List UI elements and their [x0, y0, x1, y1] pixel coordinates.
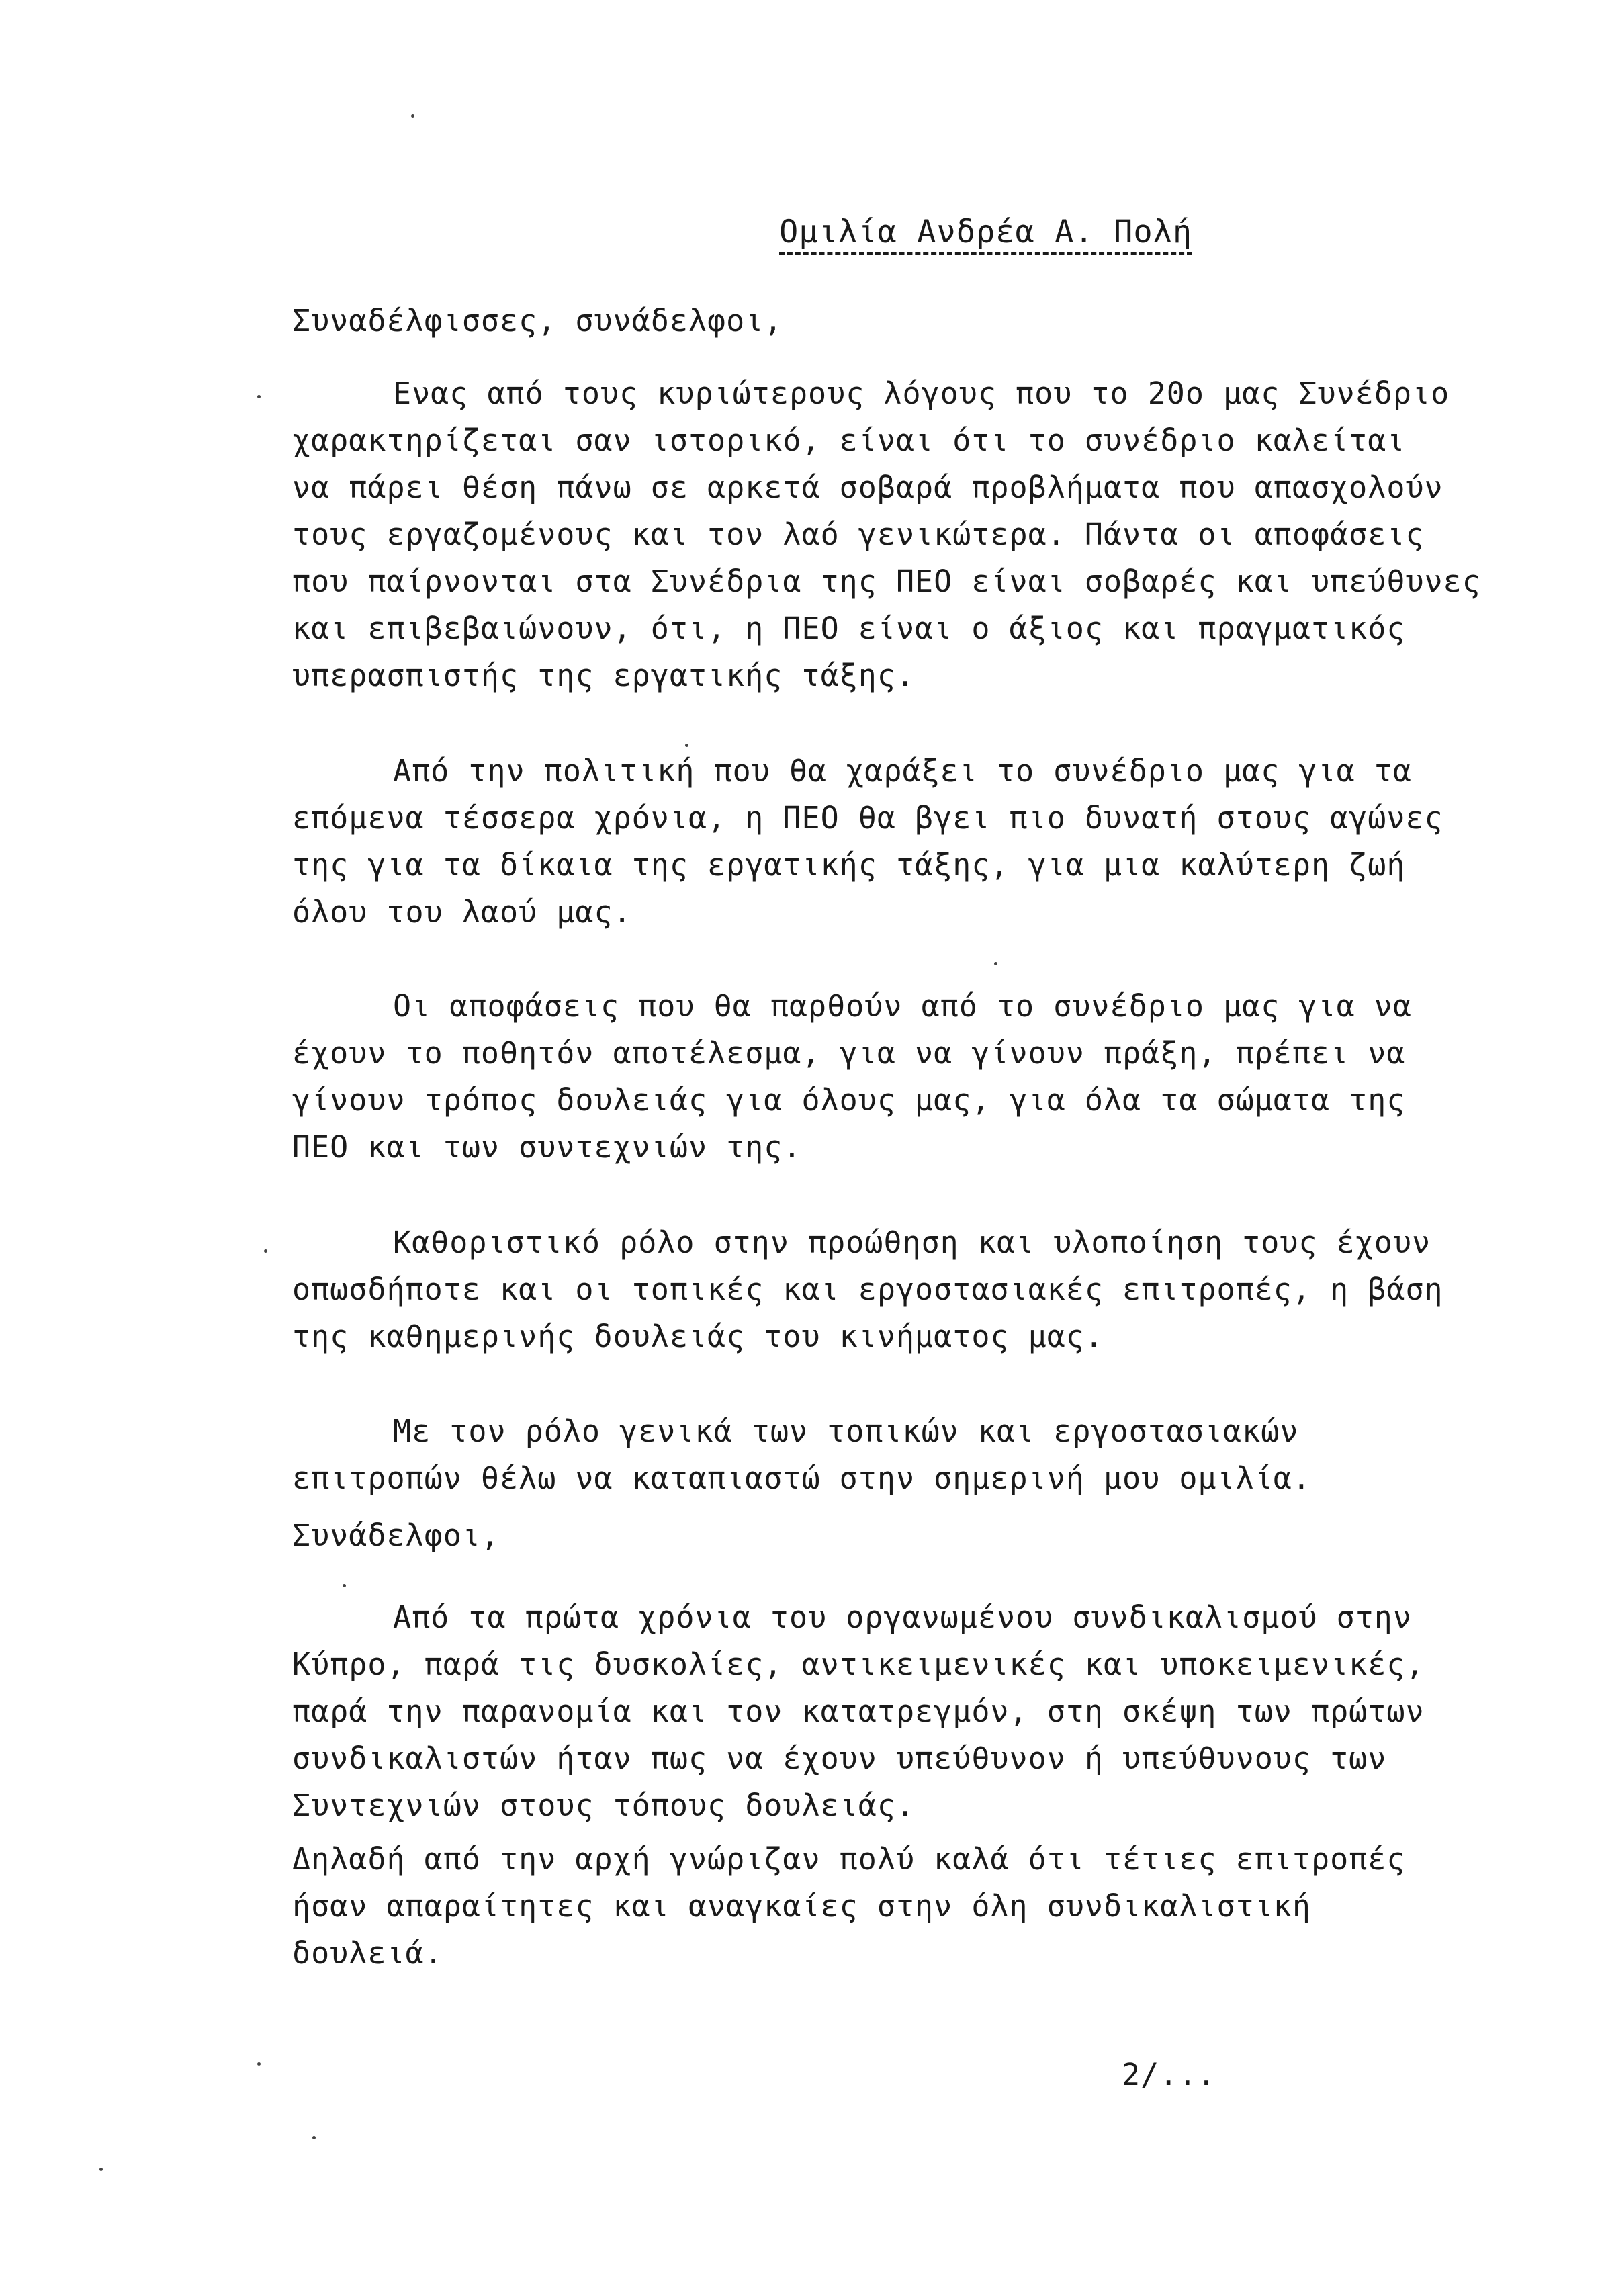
text-line: Από την πολιτική που θα χαράξει το συνέδριο μας για τα: [393, 753, 1412, 789]
text-line: Καθοριστικό ρόλο στην προώθηση και υλοποίηση τους έχουν: [393, 1225, 1431, 1260]
text-line: οπωσδήποτε και οι τοπικές και εργοστασιακές επιτροπές, η βάση: [292, 1272, 1443, 1307]
scan-speck: [257, 395, 261, 398]
text-line: ΠΕΟ και των συντεχνιών της.: [292, 1129, 802, 1165]
text-line: που παίρνονται στα Συνέδρια της ΠΕΟ είναι σοβαρές και υπεύθυνες: [292, 564, 1481, 599]
text-line: Συντεχνιών στους τόπους δουλειάς.: [292, 1787, 916, 1823]
scan-speck: [994, 962, 997, 965]
text-line: να πάρει θέση πάνω σε αρκετά σοβαρά προβλήματα που απασχολούν: [292, 470, 1443, 505]
text-line: Κύπρο, παρά τις δυσκολίες, αντικειμενικές και υποκειμενικές,: [292, 1646, 1425, 1682]
text-line: γίνουν τρόπος δουλειάς για όλους μας, για όλα τα σώματα της: [292, 1082, 1406, 1118]
page-continuation: 2/...: [1122, 2057, 1216, 2092]
text-line: Οι αποφάσεις που θα παρθούν από το συνέδριο μας για να: [393, 988, 1412, 1024]
text-line: Με τον ρόλο γενικά των τοπικών και εργοστασιακών: [393, 1413, 1299, 1449]
text-line: της καθημερινής δουλειάς του κινήματος μας.: [292, 1319, 1104, 1354]
salutation: Συναδέλφισσες, συνάδελφοι,: [292, 303, 783, 339]
scan-speck: [312, 2136, 316, 2139]
text-line: Από τα πρώτα χρόνια του οργανωμένου συνδικαλισμού στην: [393, 1599, 1412, 1635]
text-line: χαρακτηρίζεται σαν ιστορικό, είναι ότι το συνέδριο καλείται: [292, 423, 1406, 458]
text-line: επόμενα τέσσερα χρόνια, η ΠΕΟ θα βγει πιο δυνατή στους αγώνες: [292, 800, 1443, 836]
scan-speck: [685, 744, 688, 747]
text-line: δουλειά.: [292, 1935, 443, 1971]
document-title: Ομιλία Ανδρέα Α. Πολή: [779, 214, 1192, 255]
text-line: και επιβεβαιώνουν, ότι, η ΠΕΟ είναι ο άξιος και πραγματικός: [292, 611, 1406, 646]
text-line: τους εργαζομένους και τον λαό γενικώτερα. Πάντα οι αποφάσεις: [292, 517, 1425, 552]
text-line: ήσαν απαραίτητες και αναγκαίες στην όλη συνδικαλιστική: [292, 1888, 1311, 1924]
scan-speck: [411, 114, 414, 118]
text-line: όλου του λαού μας.: [292, 894, 632, 930]
scan-speck: [343, 1584, 346, 1587]
text-line: συνδικαλιστών ήταν πως να έχουν υπεύθυνον ή υπεύθυνους των: [292, 1740, 1387, 1776]
text-line: Συνάδελφοι,: [292, 1517, 500, 1553]
text-line: Δηλαδή από την αρχή γνώριζαν πολύ καλά ότι τέτιες επιτροπές: [292, 1841, 1406, 1877]
text-line: επιτροπών θέλω να καταπιαστώ στην σημερινή μου ομιλία.: [292, 1460, 1311, 1496]
text-line: παρά την παρανομία και τον κατατρεγμόν, στη σκέψη των πρώτων: [292, 1693, 1425, 1729]
scan-speck: [257, 2062, 261, 2066]
scan-speck: [99, 2168, 103, 2171]
scan-speck: [264, 1249, 267, 1253]
text-line: έχουν το ποθητόν αποτέλεσμα, για να γίνουν πράξη, πρέπει να: [292, 1035, 1406, 1071]
text-line: της για τα δίκαια της εργατικής τάξης, για μια καλύτερη ζωή: [292, 847, 1406, 883]
text-line: υπερασπιστής της εργατικής τάξης.: [292, 658, 916, 693]
text-line: Ενας από τους κυριώτερους λόγους που το 20ο μας Συνέδριο: [393, 376, 1450, 411]
